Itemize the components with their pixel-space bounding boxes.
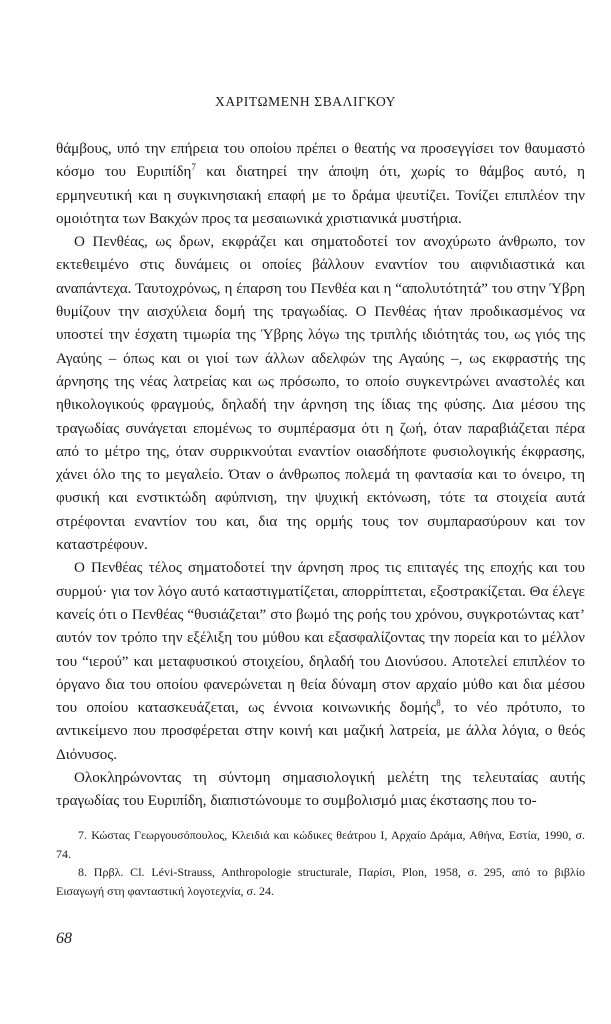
running-head: ΧΑΡΙΤΩΜΕΝΗ ΣΒΑΛΙΓΚΟΥ <box>214 94 396 109</box>
paragraph-text: , το νέο πρότυπο, το αντικείμενο που προσφέρεται στην κοινή και μαζική λατρεία, με άλλα λόγια, ο θεός Διόνυσος. <box>56 700 585 763</box>
footnote: 8. Πρβλ. Cl. Lévi-Strauss, Anthropologie structurale, Παρίσι, Plon, 1958, σ. 295, από το βιβλίο Εισαγωγή στη φανταστική λογοτεχνία, σ. 24. <box>56 865 585 898</box>
body-text <box>56 138 585 814</box>
footnote-marker: 8 <box>436 698 441 709</box>
paragraph-text: Ο Πενθέας τέλος σηματοδοτεί την άρνηση προς τις επιταγές της εποχής και του συρμού· για τον λόγο αυτό καταστιγματίζεται, απορρίπτεται, εξοστρακίζεται. Θα έλεγε κανείς ότι ο Πενθέας “θυσιάζεται” στο βωμό της ροής του χρόνου, συγκροτώντας κατ’ αυτόν τον τρόπο την εξέλιξη του μύθου και εξασφαλίζοντας την πορεία και το μέλλον του “ιερού” και μεταφυσικού στοιχείου, δηλαδή του Διονύσου. Αποτελεί επιπλέον το όργανο δια του οποίου φανερώνεται η θεία δύναμη στον αρχαίο μύθο και δια μέσου του οποίου κατασκευάζεται, ως έννοια κοινωνικής δομής <box>56 560 585 717</box>
paragraph-text: θάμβους, υπό την επήρεια του οποίου πρέπει ο θεατής να προσεγγίσει τον θαυμαστό κόσμο του Ευριπίδη <box>56 141 585 181</box>
footnote: 7. Κώστας Γεωργουσόπουλος, Κλειδιά και κώδικες θεάτρου Ι, Αρχαίο Δράμα, Αθήνα, Εστία, 1990, σ. 74. <box>56 828 585 861</box>
paragraph <box>56 231 585 557</box>
footnote-marker: 7 <box>191 162 196 173</box>
paragraph-text: Ολοκληρώνοντας τη σύντομη σημασιολογική μελέτη της τελευταίας αυτής τραγωδίας του Ευριπίδη, διαπιστώνουμε το συμβολισμό μιας έκστασης που το- <box>56 770 585 810</box>
paragraph <box>56 767 585 814</box>
paragraph-text: και διατηρεί την άποψη ότι, χωρίς το θάμβος αυτό, η ερμηνευτική και η συγκινησιακή επαφή με το δράμα ψευτίζει. Τονίζει επιπλέον την ομοιότητα των Βακχών προς τα μεσαιωνικά χριστιανικά μυστήρια. <box>56 164 586 227</box>
page-number: 68 <box>56 930 72 947</box>
paragraph <box>56 138 585 231</box>
footnotes <box>56 826 585 900</box>
paragraph-text: Ο Πενθέας, ως δρων, εκφράζει και σηματοδοτεί τον ανοχύρωτο άνθρωπο, τον εκτεθειμένο στις δυνάμεις οι οποίες βάλλουν εναντίον του αιφνιδιαστικά και αναπάντεχα. Ταυτοχρόνως, η έπαρση του Πενθέα και η “απολυτότητά” του στην Ύβρη θυμίζουν την αισχύλεια δομή της τραγωδίας. Ο Πενθέας ήταν προδικασμένος να υποστεί την έσχατη τιμωρία της Ύβρης λόγω της τριπλής ιδιότητάς του, ως γιός της Αγαύης – όπως και οι γιοί των άλλων αδελφών της Αγαύης –, ως εκφραστής της άρνησης της νέας λατρείας και ως πρόσωπο, το οποίο συγκεντρώνει αναστολές και ηθικολογικούς φραγμούς, δηλαδή την άρνηση της ίδιας της φύσης. Δια μέσου της τραγωδίας συνάγεται επομένως το συμπέρασμα ότι η ζωή, όταν παραβιάζεται πέρα από το μέτρο της, όταν συρρικνούται εναντίον οιασδήποτε φυσιολογικής έκφρασης, χάνει όλο της το μεγαλείο. Όταν ο άνθρωπος πολεμά τη φαντασία και το όνειρο, τη φυσική και ενστικτώδη αφύπνιση, την ψυχική εκτόνωση, τότε τα στοιχεία αυτά στρέφονται εναντίον του και, δια της ορμής τους τον συμπαρασύρουν και τον καταστρέφουν. <box>56 234 585 554</box>
paragraph <box>56 557 585 767</box>
